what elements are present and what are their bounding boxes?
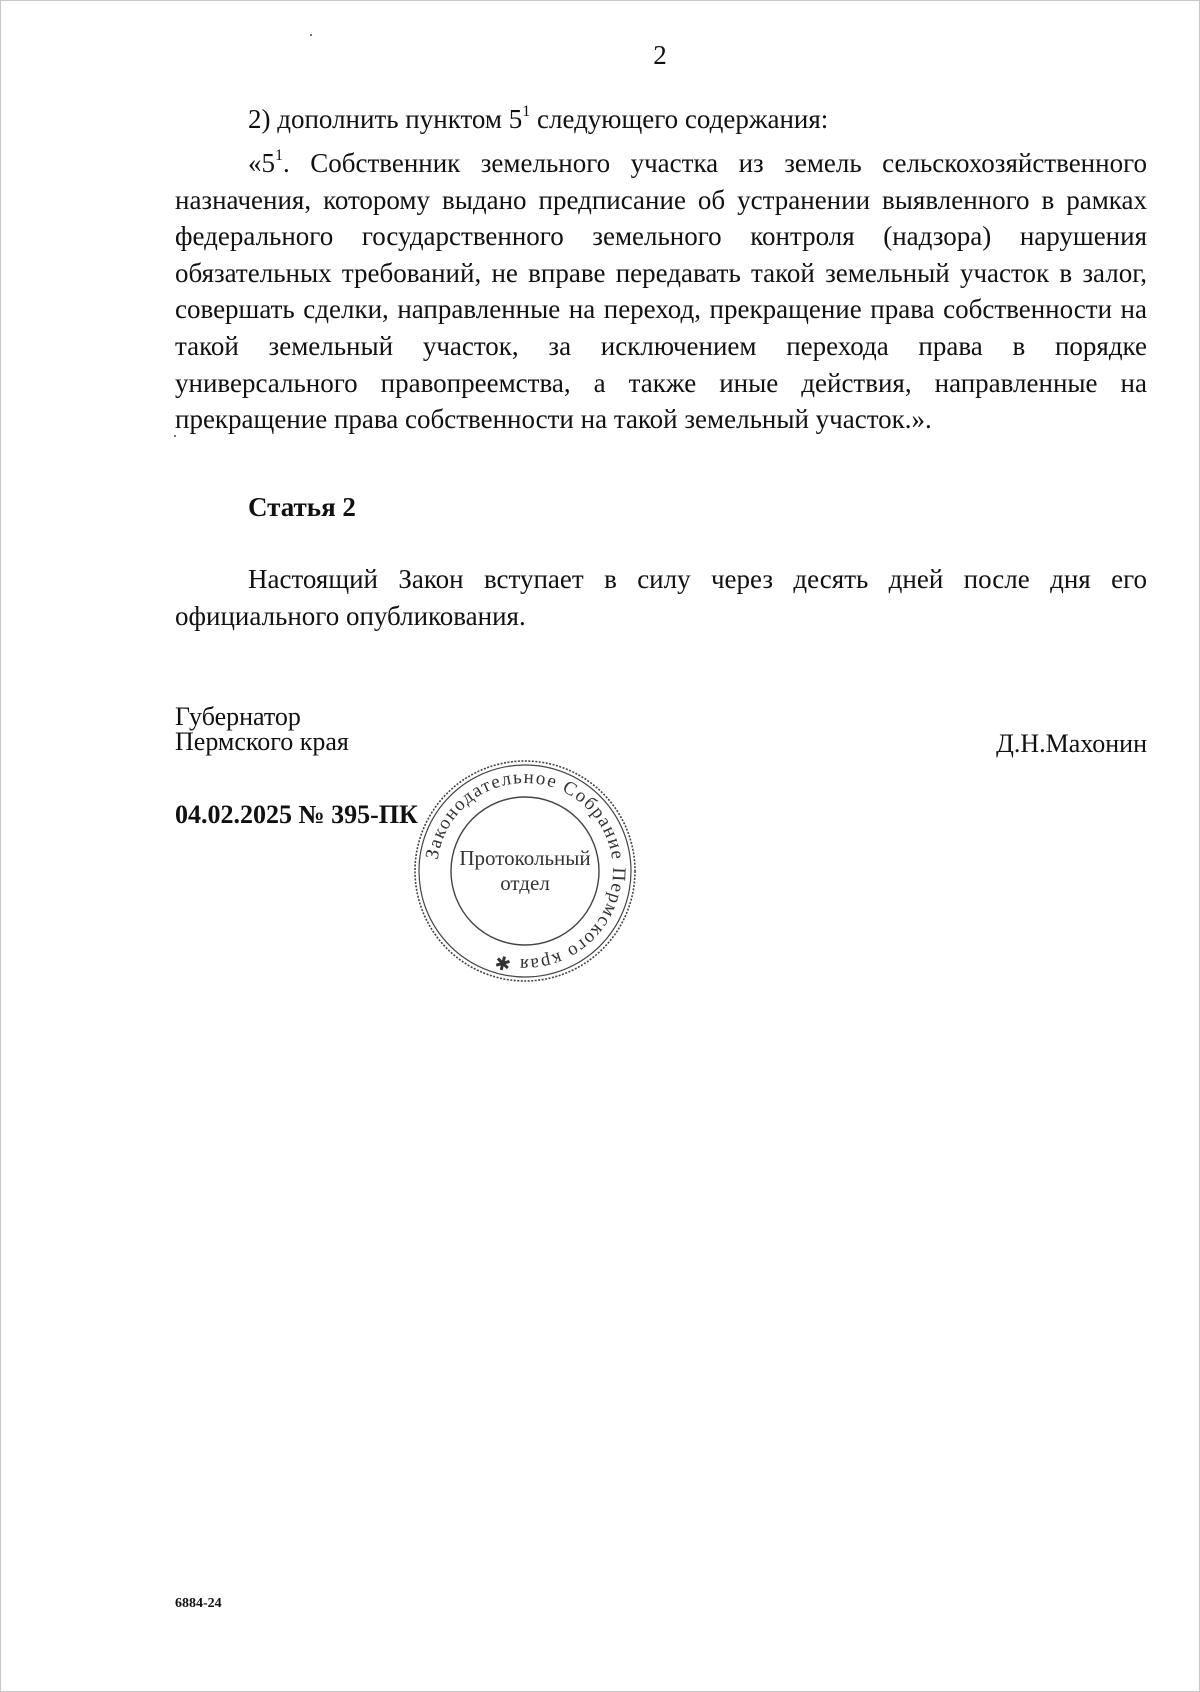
stamp-center-line1: Протокольный: [459, 846, 591, 870]
footer-code: 6884-24: [175, 1596, 222, 1611]
amendment-intro: [248, 104, 828, 135]
article-heading: Статья 2: [248, 492, 356, 522]
scan-speck: [310, 34, 312, 36]
quote-open: «5: [248, 148, 275, 178]
signer-name: Д.Н.Махонин: [996, 729, 1147, 758]
effect-paragraph: Настоящий Закон вступает в силу через десять дней после дня его официального опубликования.: [175, 564, 1147, 631]
quote-text: . Собственник земельного участка из земель сельскохозяйственного назначения, которому выдано предписание об устранении выявленного в рамках федерального государственного земельного контроля (надзора) нарушения обязательных требований, не вправе передавать такой земельный участок в залог, совершать сделки, направленные на переход, прекращение права собственности на такой земельный участок, за исключением перехода права в порядке универсального правопреемства, а также иные действия, направленные на прекращение права собственности на такой земельный участок.».: [175, 148, 1147, 435]
signer-title-line1: Губернатор: [175, 702, 301, 731]
stamp-center-line2: отдел: [500, 871, 550, 895]
amendment-intro-tail: следующего содержания:: [530, 104, 829, 134]
amendment-superscript: 1: [522, 103, 531, 120]
document-number: 04.02.2025 № 395-ПК: [175, 800, 418, 829]
quote-superscript: 1: [275, 147, 283, 164]
scan-speck: [174, 435, 176, 437]
page-number: 2: [653, 40, 667, 70]
amendment-quote: [175, 140, 1147, 438]
seal-stamp: [412, 758, 638, 984]
amendment-intro-text: 2) дополнить пунктом 5: [248, 104, 523, 134]
stamp-ring-text: Законодательное Собрание Пермского края ✱: [421, 766, 630, 976]
signer-title: [175, 704, 349, 754]
signer-title-line2: Пермского края: [175, 727, 349, 756]
